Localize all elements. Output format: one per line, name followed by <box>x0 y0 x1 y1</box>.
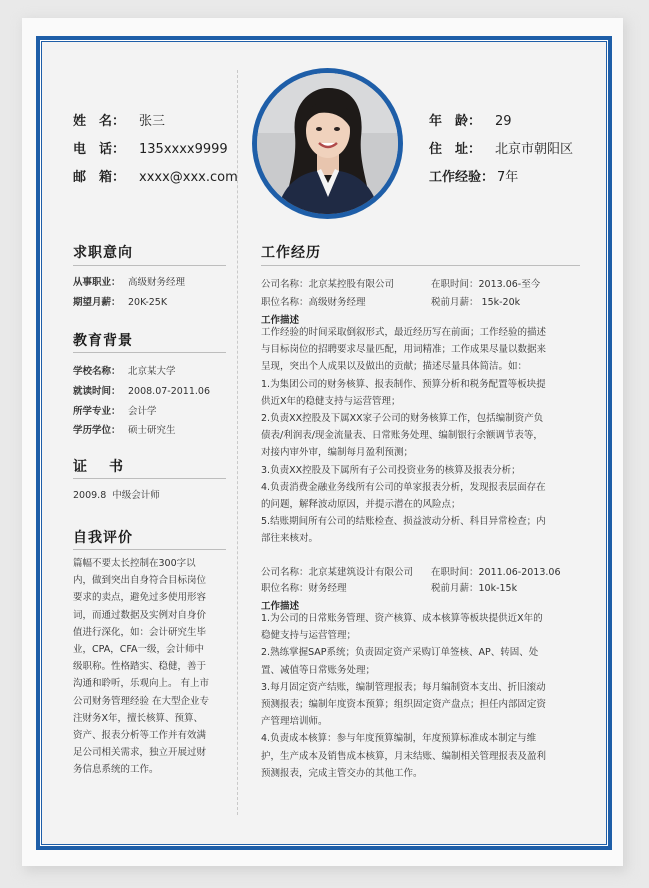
job2-company: 公司名称：北京某建筑设计有限公司 <box>261 567 414 578</box>
job1-desc-line: 5.结账期间所有公司的结账检查、损益波动分析、科目异常检查；内 <box>261 516 546 528</box>
self-eval-line: 级职称。性格踏实、稳健，善于 <box>73 661 207 673</box>
self-eval-line: 内，做到突出自身符合目标岗位 <box>73 575 207 587</box>
job2-desc-line: 稳健支持与运营管理； <box>261 630 357 642</box>
edu-period-label: 就读时间： <box>73 386 121 397</box>
self-eval-line: 要求的卖点，避免过多使用形容 <box>73 592 207 604</box>
job2-desc-line: 2.熟练掌握SAP系统；负责固定资产采购订单签核、AP、转固、处 <box>261 647 539 659</box>
education-divider <box>73 352 226 353</box>
name-value: 张三 <box>139 114 166 129</box>
certificate-divider <box>73 478 226 479</box>
job1-desc-line: 对接内审外审，编制每月盈利预测； <box>261 447 414 459</box>
job1-salary: 税前月薪： 15k-20k <box>431 297 521 308</box>
self-eval-line: 资产、报表分析等工作并有效满 <box>73 730 207 742</box>
job1-desc-title: 工作描述 <box>261 315 300 326</box>
job2-desc-line: 3.每月固定资产结账，编制管理报表；每月编制资本支出、折旧滚动 <box>261 681 546 693</box>
email-label: 邮 箱： <box>73 170 126 185</box>
education-title: 教育背景 <box>73 333 133 349</box>
intent-job-label: 从事职业： <box>73 277 121 288</box>
age-value: 29 <box>495 114 512 129</box>
avatar <box>257 73 398 214</box>
job1-desc-line: 供近X年的稳健支持与运营管理； <box>261 395 401 407</box>
edu-school-label: 学校名称： <box>73 366 121 377</box>
edu-major-value: 会计学 <box>128 406 157 417</box>
portrait-illustration <box>257 73 398 214</box>
address-label: 住 址： <box>429 142 482 157</box>
self-eval-line: 足公司相关需求，独立开展过财 <box>73 747 207 759</box>
edu-degree-label: 学历学位： <box>73 425 121 436</box>
job1-company: 公司名称：北京某控股有限公司 <box>261 279 395 290</box>
edu-period-row <box>73 383 210 397</box>
job2-description <box>261 610 586 782</box>
job2-desc-line: 1.为公司的日常账务管理、资产核算、成本核算等板块提供近X年的 <box>261 613 543 624</box>
intent-salary-label: 期望月薪： <box>73 297 121 308</box>
job1-desc-line: 工作经验的时间采取倒叙形式，最近经历写在前面；工作经验的描述 <box>261 327 547 338</box>
self-eval-line: 公司财务管理经验 在大型企业专 <box>73 695 210 707</box>
job1-position: 职位名称：高级财务经理 <box>261 297 366 308</box>
intent-salary-value: 20K-25K <box>128 297 168 308</box>
name-label: 姓 名： <box>73 114 126 129</box>
phone-value: 135xxxx9999 <box>139 142 228 157</box>
job1-desc-line: 债表/利润表/现金流量表、日常账务处理、编制银行余额调节表等， <box>261 430 543 442</box>
age-row <box>429 110 512 129</box>
self-eval-line: 业，CPA，CFA一级，会计师中 <box>73 644 204 656</box>
address-row <box>429 138 573 157</box>
intent-title: 求职意向 <box>73 245 133 261</box>
certificate-title: 证 书 <box>73 459 127 475</box>
intent-job-row <box>73 274 185 288</box>
intent-salary-row <box>73 294 167 308</box>
self-eval-line: 务信息系统的工作。 <box>73 764 159 776</box>
job2-desc-line: 4.负责成本核算：参与年度预算编制，年度预算标准成本制定与维 <box>261 733 537 745</box>
job2-position: 职位名称：财务经理 <box>261 583 347 594</box>
work-title: 工作经历 <box>261 245 321 261</box>
self-eval-line: 沟通和聆听，乐观向上。 有上市 <box>73 678 210 690</box>
phone-label: 电 话： <box>73 142 126 157</box>
job2-salary: 税前月薪：10k-15k <box>431 583 518 594</box>
job2-desc-line: 产管理培训师。 <box>261 716 328 728</box>
job1-desc-line: 部往来核对。 <box>261 533 319 545</box>
self-eval-line: 值进行深化，如：会计研究生毕 <box>73 626 207 638</box>
edu-degree-value: 硕士研究生 <box>128 425 176 436</box>
address-value: 北京市朝阳区 <box>495 142 574 157</box>
phone-row <box>73 138 228 157</box>
edu-major-row <box>73 403 157 417</box>
self-eval-divider <box>73 549 226 550</box>
edu-degree-row <box>73 422 176 436</box>
name-row <box>73 110 165 129</box>
job1-desc-line: 2.负责XX控股及下属XX家子公司的财务核算工作，包括编制资产负 <box>261 413 544 425</box>
certificate-item: 2009.8 中级会计师 <box>73 490 160 501</box>
edu-school-row <box>73 363 176 377</box>
self-eval-line: 词，而通过数据及实例对自身价 <box>73 609 207 621</box>
job1-desc-line: 与目标岗位的招聘要求尽量匹配，用词精准；工作成果尽量以数据来 <box>261 344 547 356</box>
email-row <box>73 166 238 185</box>
job1-desc-line: 4.负责消费金融业务线所有公司的单家报表分析，发现报表层面存在 <box>261 481 546 493</box>
self-eval-text <box>73 555 233 779</box>
job1-desc-line: 3.负责XX控股及下属所有子公司投资业务的核算及报表分析； <box>261 464 521 476</box>
job2-desc-line: 置、减值等日常账务处理； <box>261 664 376 676</box>
self-eval-line: 篇幅不要太长控制在300字以 <box>73 558 196 569</box>
job2-time: 在职时间：2011.06-2013.06 <box>431 567 561 578</box>
job1-desc-line: 1.为集团公司的财务核算、报表制作、预算分析和税务配置等板块提 <box>261 378 546 390</box>
experience-row <box>429 166 518 185</box>
experience-label: 工作经验： <box>429 170 495 185</box>
intent-divider <box>73 265 226 266</box>
intent-job-value: 高级财务经理 <box>128 277 186 288</box>
experience-value: 7年 <box>497 170 519 185</box>
job2-desc-line: 预测报表，完成主管交办的其他工作。 <box>261 767 423 779</box>
job1-description <box>261 324 586 548</box>
job2-desc-title: 工作描述 <box>261 601 300 612</box>
edu-school-value: 北京某大学 <box>128 366 176 377</box>
job1-desc-line: 的问题，解释波动原因，并提示潜在的风险点； <box>261 499 461 511</box>
job2-desc-line: 预测报表；编制年度资本预算；组织固定资产盘点；担任内部固定资 <box>261 699 547 711</box>
self-eval-line: 注财务X年，擅长核算、预算、 <box>73 712 204 724</box>
job1-desc-line: 呈现，突出个人成果以及做出的贡献；描述尽量具体简洁。如： <box>261 361 528 373</box>
job1-time: 在职时间：2013.06-至今 <box>431 279 541 290</box>
edu-major-label: 所学专业： <box>73 406 121 417</box>
self-eval-title: 自我评价 <box>73 530 133 546</box>
age-label: 年 龄： <box>429 114 482 129</box>
job2-desc-line: 护，生产成本及销售成本核算，月末结账、编制相关管理报表及盈利 <box>261 750 547 762</box>
edu-period-value: 2008.07-2011.06 <box>128 386 210 397</box>
email-value: xxxx@xxx.com <box>139 170 238 185</box>
work-divider <box>261 265 580 266</box>
